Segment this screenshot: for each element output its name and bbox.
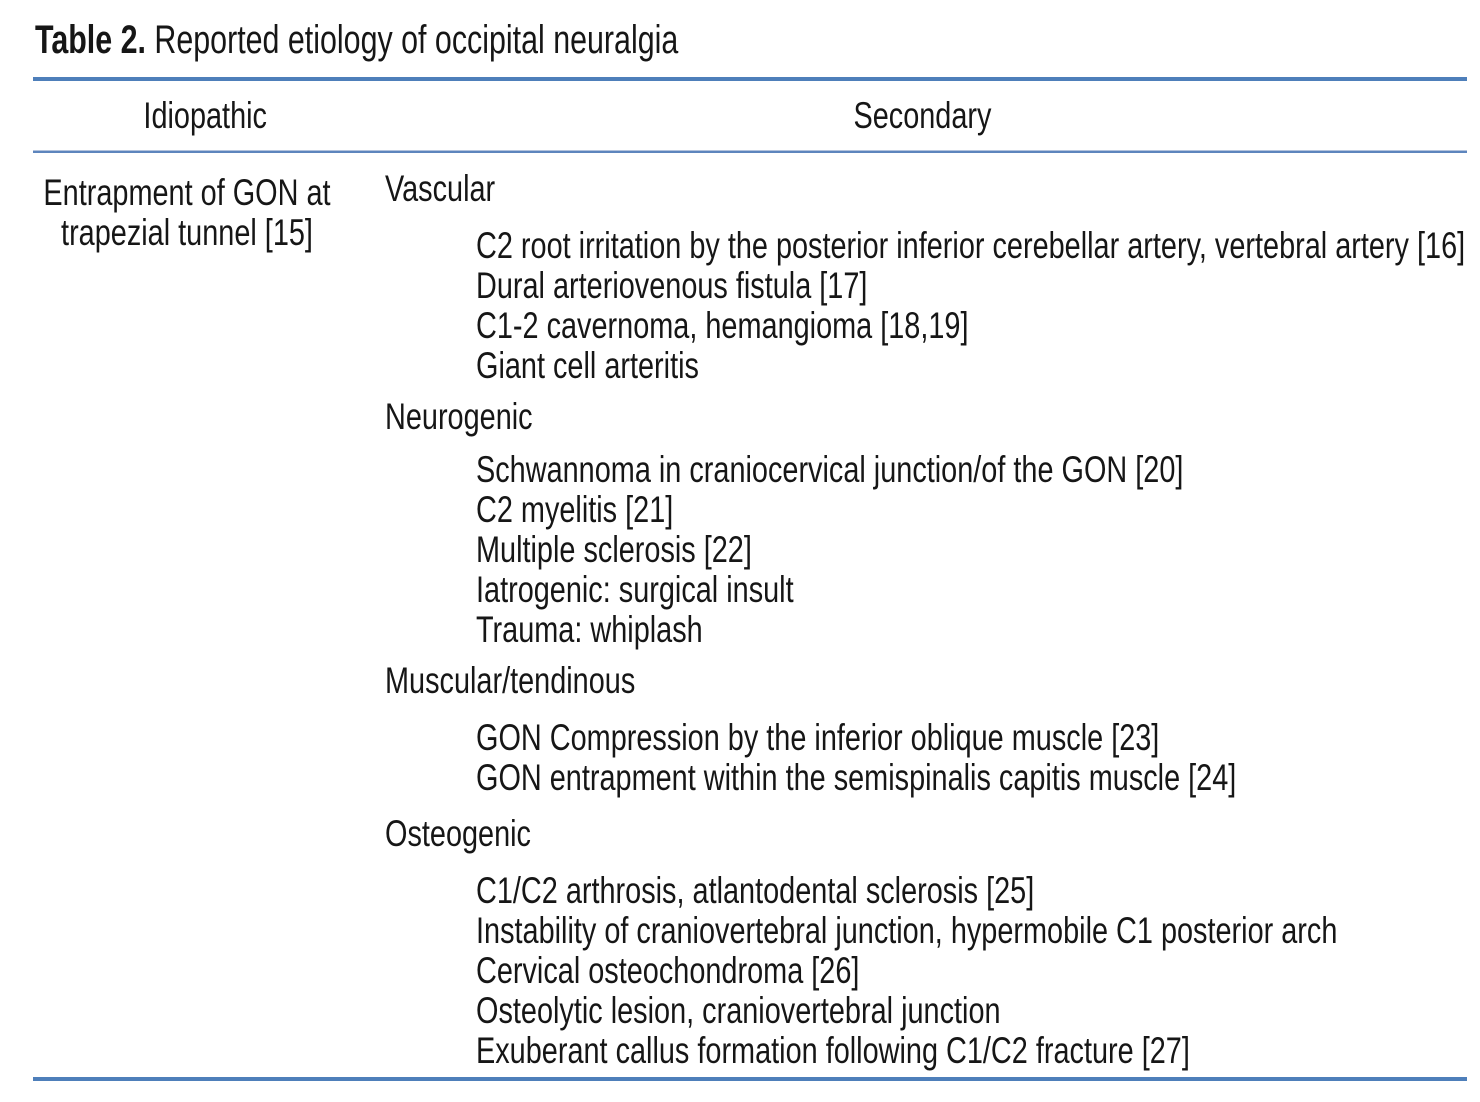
- column-header-idiopathic: Idiopathic: [143, 95, 268, 136]
- etiology-item: C2 myelitis [21]: [476, 489, 674, 530]
- table-title-number: Table 2.: [35, 18, 146, 62]
- etiology-item: Trauma: whiplash: [476, 609, 703, 650]
- category-items-vascular: [476, 226, 1465, 386]
- category-items-neurogenic: [476, 450, 1183, 650]
- category-heading-osteogenic: Osteogenic: [385, 813, 531, 854]
- etiology-item: Schwannoma in craniocervical junction/of the GON [20]: [476, 449, 1184, 490]
- category-heading-muscular-tendinous: Muscular/tendinous: [385, 660, 636, 701]
- category-heading-vascular: Vascular: [385, 168, 496, 209]
- etiology-item: GON Compression by the inferior oblique muscle [23]: [476, 717, 1160, 758]
- etiology-item: Dural arteriovenous fistula [17]: [476, 265, 868, 306]
- category-heading-neurogenic: Neurogenic: [385, 396, 533, 437]
- category-items-osteogenic: [476, 871, 1337, 1071]
- table-title-text: Reported etiology of occipital neuralgia: [145, 18, 679, 62]
- etiology-item: Cervical osteochondroma [26]: [476, 950, 860, 991]
- etiology-item: Instability of craniovertebral junction, hypermobile C1 posterior arch: [476, 910, 1338, 951]
- table-title: [35, 16, 678, 64]
- etiology-item: C1-2 cavernoma, hemangioma [18,19]: [476, 305, 969, 346]
- etiology-item: GON entrapment within the semispinalis capitis muscle [24]: [476, 757, 1237, 798]
- etiology-item: Giant cell arteritis: [476, 345, 699, 386]
- column-header-idiopathic-cell: [33, 96, 378, 136]
- column-header-secondary: Secondary: [853, 95, 992, 136]
- etiology-item: Exuberant callus formation following C1/C2 fracture [27]: [476, 1030, 1190, 1071]
- etiology-item: Multiple sclerosis [22]: [476, 529, 752, 570]
- table-rule-header-bottom: [33, 150, 1467, 153]
- category-items-muscular-tendinous: [476, 718, 1236, 798]
- etiology-item: Osteolytic lesion, craniovertebral junction: [476, 990, 1001, 1031]
- table-rule-top: [33, 77, 1467, 81]
- idiopathic-entry: Entrapment of GON at trapezial tunnel [15]: [43, 172, 331, 253]
- column-header-secondary-cell: [378, 96, 1467, 136]
- table-rule-bottom: [33, 1077, 1467, 1081]
- etiology-item: C2 root irritation by the posterior inferior cerebellar artery, vertebral artery [16]: [476, 225, 1466, 266]
- etiology-item: Iatrogenic: surgical insult: [476, 569, 794, 610]
- etiology-item: C1/C2 arthrosis, atlantodental sclerosis [25]: [476, 870, 1035, 911]
